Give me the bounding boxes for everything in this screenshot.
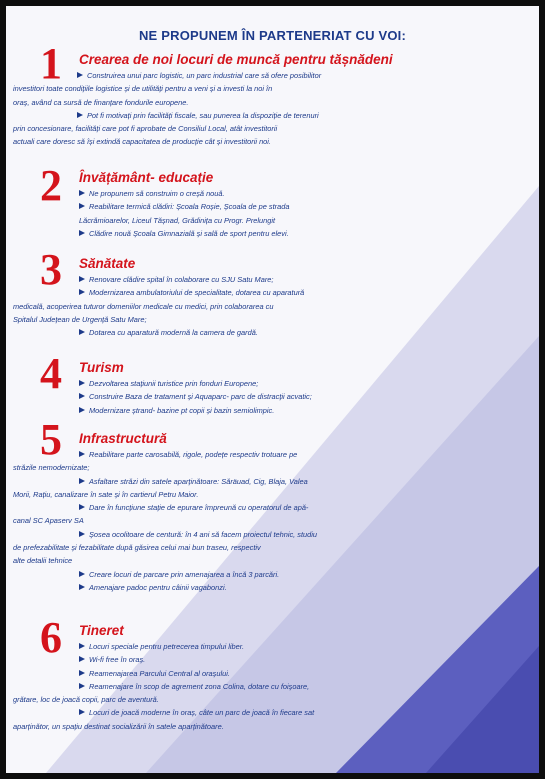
section-heading: Învățământ- educație — [79, 170, 214, 185]
bullet-triangle-icon — [79, 683, 85, 689]
bullet-line: Dezvoltarea stațiunii turistice prin fonduri Europene; — [6, 377, 539, 390]
text-line: prin concesionare, facilități care pot fi aprobate de Consiliul Local, atât investitorii — [13, 124, 278, 134]
bullet-triangle-icon — [79, 230, 85, 236]
bullet-line: Amenajare padoc pentru câinii vagabonzi. — [6, 581, 539, 594]
bullet-triangle-icon — [79, 656, 85, 662]
bullet-line: Renovare clădire spital în colaborare cu SJU Satu Mare; — [6, 273, 539, 286]
bullet-triangle-icon — [79, 504, 85, 510]
bullet-triangle-icon — [79, 190, 85, 196]
bullet-triangle-icon — [79, 571, 85, 577]
bullet-triangle-icon — [79, 451, 85, 457]
bullet-line: Wi-fi free în oraș. — [6, 653, 539, 666]
bullet-line: Ne propunem să construim o creșă nouă. — [6, 187, 539, 200]
bullet-triangle-icon — [79, 276, 85, 282]
bullet-triangle-icon — [79, 203, 85, 209]
bullet-triangle-icon — [79, 289, 85, 295]
text-line: Morii, Rațiu, canalizare în sate și în cartierul Petru Maior. — [13, 489, 199, 499]
section-number: 3 — [40, 245, 62, 294]
text-line: grătare, loc de joacă copii, parc de aventură. — [13, 695, 159, 705]
bullet-triangle-icon — [77, 72, 83, 78]
bullet-line: Locuri de joacă moderne în oraș, câte un parc de joacă în fiecare sat — [6, 706, 539, 719]
text-line: străzile nemodernizate; — [13, 463, 90, 473]
bullet-line: Pot fi motivați prin facilități fiscale, sau punerea la dispoziție de terenuri — [6, 109, 539, 122]
section-number: 5 — [40, 415, 62, 464]
bullet-line: Construire Baza de tratament și Aquaparc- parc de distracții acvatic; — [6, 390, 539, 403]
bullet-triangle-icon — [79, 380, 85, 386]
bullet-line: Asfaltare străzi din satele aparținătoare: Săräuad, Cig, Blaja, Valea — [6, 475, 539, 488]
bullet-triangle-icon — [79, 709, 85, 715]
bullet-line: Creare locuri de parcare prin amenajarea a încă 3 parcări. — [6, 568, 539, 581]
bullet-triangle-icon — [79, 643, 85, 649]
text-line: aparținător, un spațiu destinat socializării în satele aparținătoare. — [13, 721, 224, 731]
flyer-page — [6, 6, 539, 773]
bullet-line: Locuri speciale pentru petrecerea timpului liber. — [6, 640, 539, 653]
text-line: medicală, acoperirea tuturor domeniilor medicale cu medici, prin colaborarea cu — [13, 301, 274, 311]
bullet-line: Reamenajarea Parcului Central al orașului. — [6, 667, 539, 680]
bullet-line: Clădire nouă Școala Gimnazială și sală de sport pentru elevi. — [6, 227, 539, 240]
text-line: Spitalul Județean de Urgență Satu Mare; — [13, 314, 147, 324]
section-heading: Infrastructură — [79, 431, 167, 446]
page-title: NE PROPUNEM ÎN PARTENERIAT CU VOI: — [138, 28, 407, 43]
bullet-line: Dotarea cu aparatură modernă la camera de gardă. — [6, 326, 539, 339]
section-heading: Turism — [79, 360, 124, 375]
text-line: alte detalii tehnice — [13, 556, 73, 566]
text-line: de prefezabilitate și fezabilitate după găsirea celui mai bun traseu, respectiv — [13, 543, 261, 553]
bullet-line: Reamenajare în scop de agrement zona Colina, dotare cu foișoare, — [6, 680, 539, 693]
text-line: actuali care doresc să își extindă capacitatea de producție cât și investitorii noi. — [13, 137, 271, 147]
bullet-line: Construirea unui parc logistic, un parc industrial care să ofere posibilitor — [6, 69, 539, 82]
section-number: 2 — [40, 161, 62, 210]
section-number: 4 — [40, 349, 62, 398]
bullet-line: Dare în funcțiune stație de epurare împreună cu operatorul de apă- — [6, 501, 539, 514]
bullet-triangle-icon — [79, 478, 85, 484]
bullet-triangle-icon — [79, 329, 85, 335]
bullet-line: Reabilitare termică clădiri: Școala Roșie, Școala de pe strada — [6, 200, 539, 213]
text-line: oraș, având ca sursă de finanțare fondurile europene. — [13, 97, 189, 107]
bullet-triangle-icon — [77, 112, 83, 118]
bullet-triangle-icon — [79, 531, 85, 537]
section-number: 1 — [40, 39, 62, 88]
bullet-triangle-icon — [79, 584, 85, 590]
bullet-line: Șosea ocolitoare de centură: în 4 ani să facem proiectul tehnic, studiu — [6, 528, 539, 541]
section-heading: Tineret — [79, 623, 124, 638]
bullet-line: Modernizare ștrand- bazine pt copii și bazin semiolimpic. — [6, 404, 539, 417]
bullet-line: Reabilitare parte carosabilă, rigole, podețe respectiv trotuare pe — [6, 448, 539, 461]
bullet-triangle-icon — [79, 670, 85, 676]
bullet-triangle-icon — [79, 393, 85, 399]
section-number: 6 — [40, 613, 62, 662]
section-heading: Sănătate — [79, 256, 136, 271]
bullet-line: Modernizarea ambulatoriului de specialitate, dotarea cu aparatură — [6, 286, 539, 299]
section-heading: Crearea de noi locuri de muncă pentru tășnădeni — [79, 52, 393, 67]
text-line: Lăcrămioarelor, Liceul Tășnad, Grădinița cu Progr. Prelungit — [79, 215, 276, 225]
text-line: canal SC Apaserv SA — [13, 516, 84, 526]
bullet-triangle-icon — [79, 407, 85, 413]
text-line: investitori toate condițiile logistice și de utilități pentru a veni și a investi la noi în — [13, 84, 273, 94]
